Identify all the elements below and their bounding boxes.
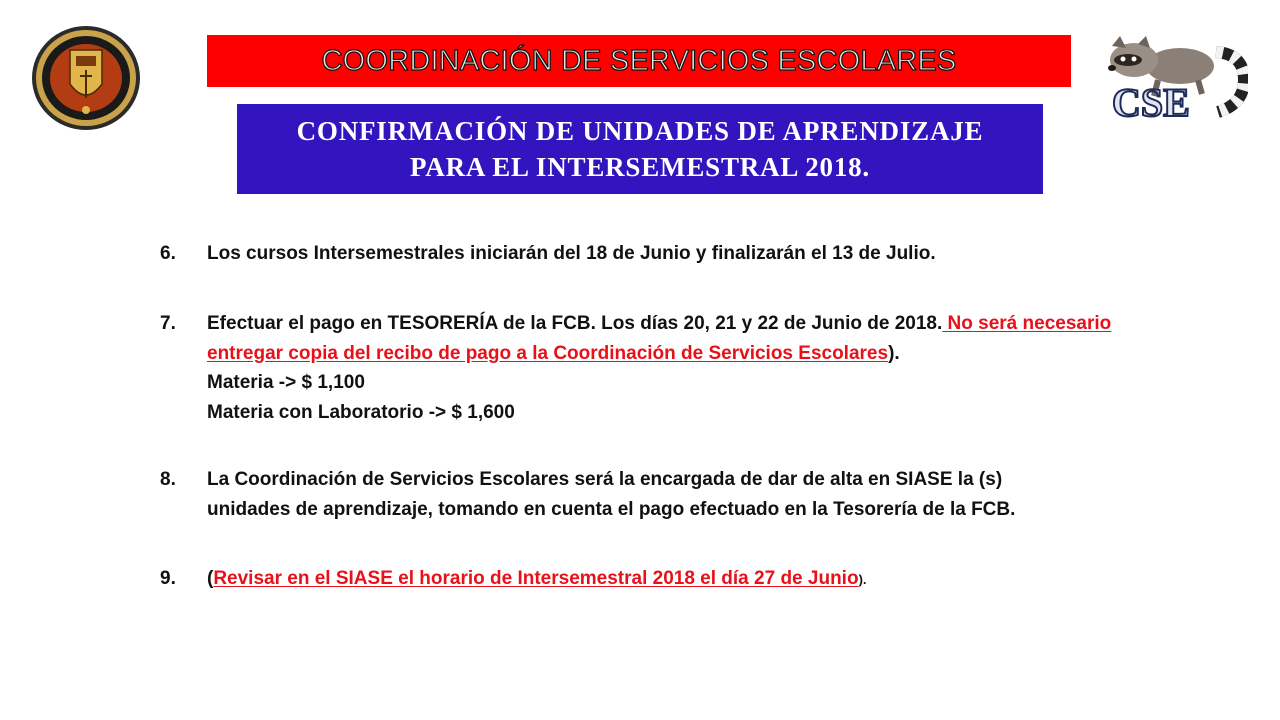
list-item-9	[160, 564, 1167, 595]
item-7-red-note: No será necesario entregar copia del recibo de pago a la Coordinación de Servicios Escolares	[207, 313, 1112, 364]
list-item-7	[160, 309, 1167, 427]
item-number: 8.	[160, 469, 176, 490]
subtitle-line-1: CONFIRMACIÓN DE UNIDADES DE APRENDIZAJE	[296, 116, 984, 146]
item-9-open-paren: (	[207, 568, 214, 589]
list-item-6	[160, 239, 1167, 269]
subtitle-box	[237, 104, 1043, 194]
cse-raccoon-logo	[1098, 32, 1248, 128]
title-banner	[207, 35, 1071, 87]
item-number: 9.	[160, 568, 176, 589]
faculty-seal-logo	[30, 24, 142, 132]
item-number: 6.	[160, 243, 176, 264]
item-number: 7.	[160, 313, 176, 334]
banner-title: COORDINACIÓN DE SERVICIOS ESCOLARES	[321, 44, 957, 77]
item-6-text: Los cursos Intersemestrales iniciarán del 18 de Junio y finalizarán el 13 de Julio.	[207, 243, 936, 264]
item-7-text-end: ).	[888, 342, 900, 364]
item-9-red-note: Revisar en el SIASE el horario de Intersemestral 2018 el día 27 de Junio	[213, 568, 859, 589]
price-materia-laboratorio: Materia con Laboratorio -> $ 1,600	[207, 401, 515, 423]
list-item-8	[160, 465, 1167, 524]
item-9-close: ).	[858, 572, 867, 587]
price-materia: Materia -> $ 1,100	[207, 372, 365, 393]
item-8-line-1: La Coordinación de Servicios Escolares será la encargada de dar de alta en SIASE la (s)	[207, 469, 1003, 490]
subtitle-line-2: PARA EL INTERSEMESTRAL 2018.	[409, 152, 870, 182]
cse-logo-text: CSE	[1112, 80, 1190, 125]
item-8-line-2: unidades de aprendizaje, tomando en cuenta el pago efectuado en la Tesorería de la FCB.	[207, 498, 1016, 520]
item-7-text: Efectuar el pago en TESORERÍA de la FCB. Los días 20, 21 y 22 de Junio de 2018.	[207, 313, 943, 334]
